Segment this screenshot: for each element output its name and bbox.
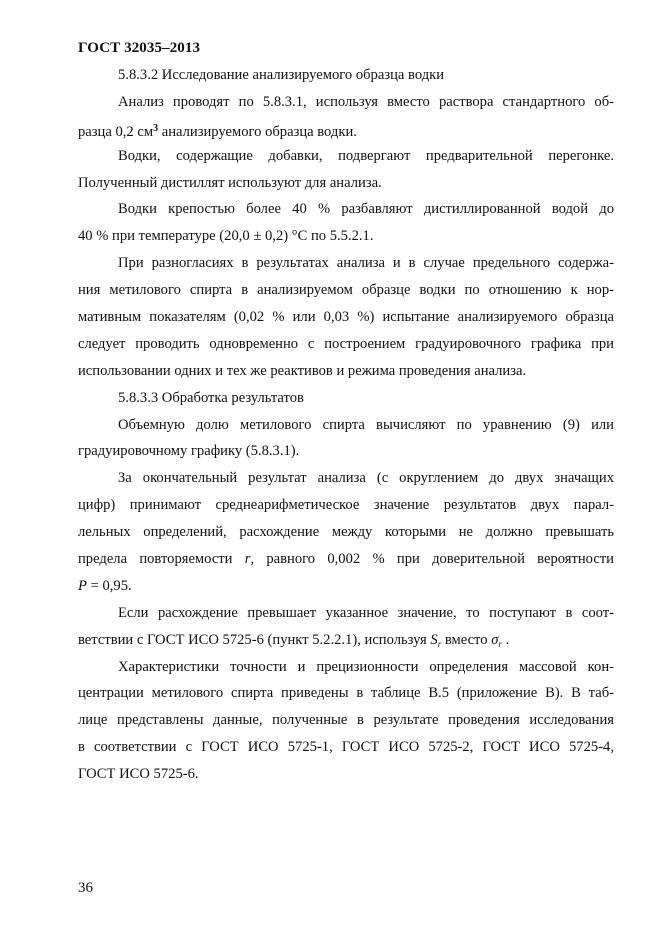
- page-number: 36: [78, 880, 93, 896]
- variable-s: S: [430, 631, 438, 648]
- paragraph-line: ния метилового спирта в анализируемом образце водки по отношению к нор-: [78, 282, 614, 299]
- paragraph-line: При разногласиях в результатах анализа и в случае предельного содержа-: [118, 255, 614, 272]
- text-run: предела повторяемости: [78, 551, 245, 568]
- paragraph-line: ГОСТ ИСО 5725-6.: [78, 766, 199, 783]
- text-run: разца 0,2 см: [78, 123, 154, 140]
- text-run: , равного 0,002 % при доверительной вероятности: [250, 551, 614, 568]
- text-run: ветствии с ГОСТ ИСО 5725-6 (пункт 5.2.2.1), используя: [78, 631, 431, 648]
- paragraph-line: мативным показателям (0,02 % или 0,03 %) испытание анализируемого образца: [78, 309, 614, 326]
- text-run: анализируемого образца водки.: [158, 123, 357, 140]
- paragraph-line: в соответствии с ГОСТ ИСО 5725-1, ГОСТ ИСО 5725-2, ГОСТ ИСО 5725-4,: [78, 739, 614, 756]
- superscript: 3: [153, 122, 159, 134]
- paragraph-line: Объемную долю метилового спирта вычисляют по уравнению (9) или: [118, 416, 614, 433]
- section-heading-5-8-3-3: 5.8.3.3 Обработка результатов: [118, 389, 304, 406]
- paragraph-line: Характеристики точности и прецизионности определения массовой кон-: [118, 658, 614, 675]
- paragraph-line: использовании одних и тех же реактивов и режима проведения анализа.: [78, 362, 527, 379]
- paragraph-line: цифр) принимают среднеарифметическое значение результатов двух парал-: [78, 497, 614, 514]
- variable-r: r: [244, 551, 251, 568]
- paragraph-line: лице представлены данные, полученные в результате проведения исследования: [78, 712, 614, 729]
- paragraph-line: [78, 627, 614, 654]
- paragraph-line: [78, 546, 614, 573]
- paragraph-line: За окончательный результат анализа (с округлением до двух значащих: [118, 470, 614, 487]
- paragraph-line: Если расхождение превышает указанное значение, то поступают в соот-: [118, 604, 614, 621]
- subscript: r: [498, 638, 502, 649]
- paragraph-line: центрации метилового спирта приведены в таблице В.5 (приложение В). В таб-: [78, 685, 614, 702]
- text-run: вместо: [441, 631, 492, 648]
- paragraph-line: Полученный дистиллят используют для анализа.: [78, 174, 382, 191]
- document-header: ГОСТ 32035–2013: [78, 40, 201, 56]
- variable-p: P: [78, 577, 87, 594]
- paragraph-line: Водки крепостью более 40 % разбавляют дистиллированной водой до: [118, 201, 614, 218]
- paragraph-line: Водки, содержащие добавки, подвергают предварительной перегонке.: [118, 147, 614, 164]
- paragraph-line: градуировочному графику (5.8.3.1).: [78, 443, 300, 460]
- section-heading-5-8-3-2: 5.8.3.2 Исследование анализируемого образца водки: [118, 67, 445, 83]
- subscript: r: [437, 638, 442, 649]
- paragraph-line: 40 % при температуре (20,0 ± 0,2) °С по 5.5.2.1.: [78, 228, 374, 245]
- paragraph-line: Анализ проводят по 5.8.3.1, используя вместо раствора стандартного об-: [118, 93, 614, 110]
- paragraph-line: [78, 116, 614, 143]
- body-text: [78, 62, 614, 788]
- paragraph-line: лельных определений, расхождение между которыми не должно превышать: [78, 524, 614, 541]
- variable-sigma: σ: [491, 631, 499, 648]
- paragraph-line: [78, 573, 614, 600]
- text-run: .: [501, 631, 510, 648]
- paragraph-line: следует проводить одновременно с построением градуировочного графика при: [78, 335, 614, 352]
- text-run: = 0,95.: [86, 577, 132, 594]
